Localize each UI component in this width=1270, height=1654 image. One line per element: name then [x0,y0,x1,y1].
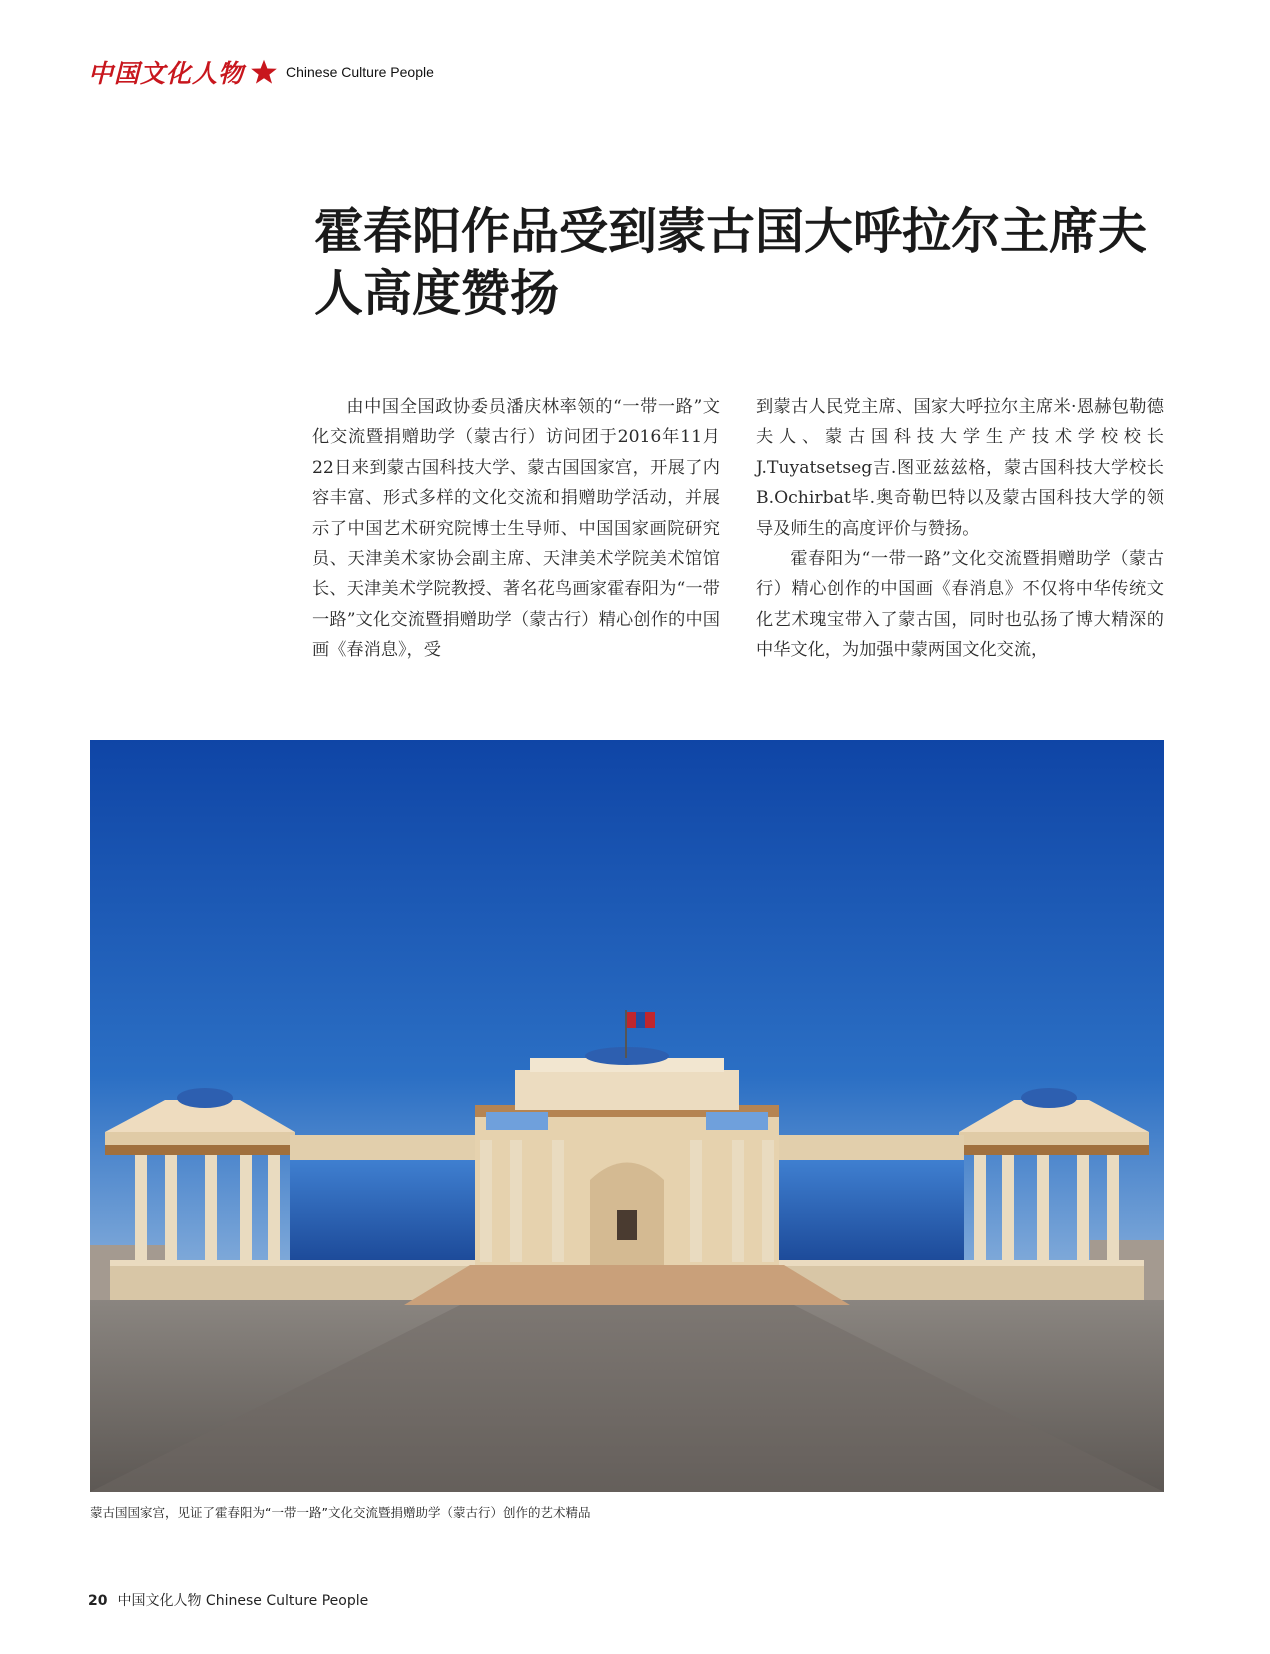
article-title: 霍春阳作品受到蒙古国大呼拉尔主席夫人高度赞扬 [314,202,1148,322]
body-paragraph: 由中国全国政协委员潘庆林率领的“一带一路”文化交流暨捐赠助学（蒙古行）访问团于2016年11月22日来到蒙古国科技大学、蒙古国国家宫，开展了内容丰富、形式多样的文化交流和捐赠助学活动，并展示了中国艺术研究院博士生导师、中国国家画院研究员、天津美术家协会副主席、天津美术学院美术馆馆长、天津美术学院教授、著名花鸟画家霍春阳为“一带一路”文化交流暨捐赠助学（蒙古行）精心创作的中国画《春消息》，受 [312,397,720,661]
text-column-left [312,392,720,666]
brand-name-en: Chinese Culture People [286,64,434,80]
brand-logo-cn: 中国文化人物 [88,59,245,88]
photo-caption: 蒙古国国家宫，见证了霍春阳为“一带一路”文化交流暨捐赠助学（蒙古行）创作的艺术精品 [90,1505,591,1520]
page-number: 20 [88,1593,108,1609]
running-header [88,54,434,90]
body-paragraph: 到蒙古人民党主席、国家大呼拉尔主席米·恩赫包勒德夫人、蒙古国科技大学生产技术学校校长J.Tuyatsetseg吉.图亚兹兹格，蒙古国科技大学校长B.Ochirbat毕.奥奇勒巴特以及蒙古国科技大学的领导及师生的高度评价与赞扬。 [756,397,1164,539]
star-icon [250,58,278,86]
page-footer [88,1590,368,1610]
text-column-right [756,392,1164,666]
government-palace-photo [90,740,1164,1492]
body-paragraph: 霍春阳为“一带一路”文化交流暨捐赠助学（蒙古行）精心创作的中国画《春消息》不仅将中华传统文化艺术瑰宝带入了蒙古国，同时也弘扬了博大精深的中华文化，为加强中蒙两国文化交流， [756,549,1164,661]
publication-name: 中国文化人物 Chinese Culture People [117,1593,369,1609]
